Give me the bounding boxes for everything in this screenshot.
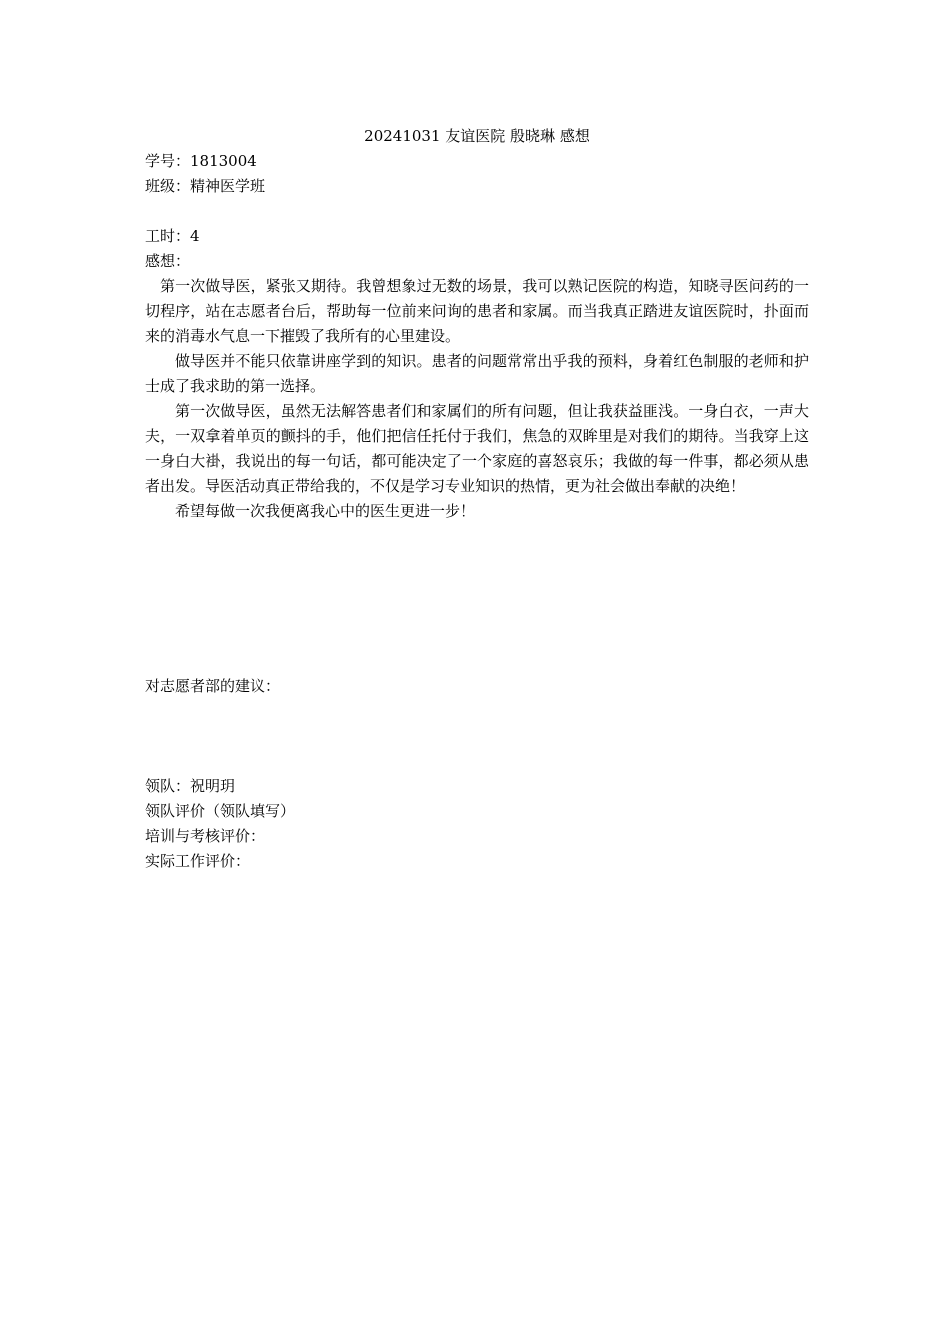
reflection-paragraph: 第一次做导医，虽然无法解答患者们和家属们的所有问题，但让我获益匪浅。一身白衣，一声大夫，一双拿着单页的颤抖的手，他们把信任托付于我们，焦急的双眸里是对我们的期待。当我穿上这一身白大褂，我说出的每一句话，都可能决定了一个家庭的喜怒哀乐；我做的每一件事，都必须从患者出发。导医活动真正带给我的，不仅是学习专业知识的热情，更为社会做出奉献的决绝！ xyxy=(145,402,809,495)
reflection-paragraph: 做导医并不能只依靠讲座学到的知识。患者的问题常常出乎我的预料，身着红色制服的老师和护士成了我求助的第一选择。 xyxy=(145,352,809,395)
work-evaluation-label: 实际工作评价： xyxy=(145,852,251,870)
document-body xyxy=(145,124,809,874)
spacer xyxy=(145,524,809,674)
student-id: 学号：1813004 xyxy=(145,152,257,170)
training-evaluation-label: 培训与考核评价： xyxy=(145,827,266,845)
reflection-paragraph: 第一次做导医，紧张又期待。我曾想象过无数的场景，我可以熟记医院的构造，知晓寻医问药的一切程序，站在志愿者台后，帮助每一位前来问询的患者和家属。而当我真正踏进友谊医院时，扑面而来的消毒水气息一下摧毁了我所有的心里建设。 xyxy=(145,277,809,345)
work-hours: 工时：4 xyxy=(145,227,200,245)
spacer xyxy=(145,199,809,224)
suggestion-label: 对志愿者部的建议： xyxy=(145,677,281,695)
team-leader: 领队：祝明玥 xyxy=(145,777,236,795)
reflection-paragraph: 希望每做一次我便离我心中的医生更进一步！ xyxy=(175,502,476,520)
reflection-label: 感想： xyxy=(145,252,191,270)
spacer xyxy=(145,699,809,774)
leader-evaluation-label: 领队评价（领队填写） xyxy=(145,802,296,820)
class-name: 班级：精神医学班 xyxy=(145,177,266,195)
document-title: 20241031 友谊医院 殷晓琳 感想 xyxy=(364,127,590,145)
